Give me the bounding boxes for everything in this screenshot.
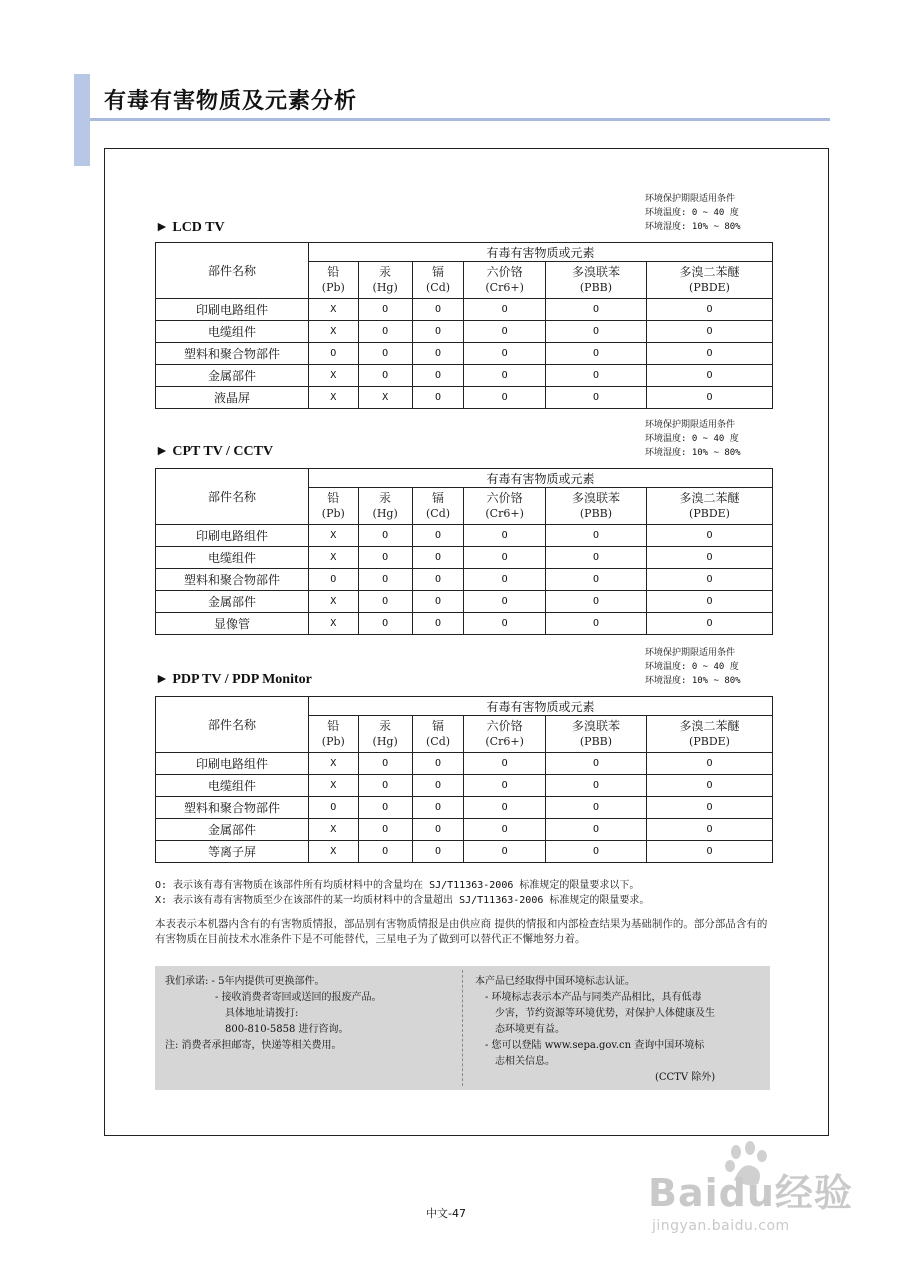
part-name-header: 部件名称 [156,697,309,753]
element-header [545,262,646,299]
value-cell: O [647,841,773,863]
element-header [412,488,464,525]
element-header [545,488,646,525]
part-name-cell: 等离子屏 [156,841,309,863]
value-cell: O [358,753,412,775]
o-note: O: 表示该有毒有害物质在该部件所有均质材料中的含量均在 SJ/T11363-2006 标准规定的限量要求以下。 [155,880,640,891]
element-symbol: (PBB) [579,507,613,520]
element-header [412,262,464,299]
value-cell: O [464,569,545,591]
notes [155,878,775,947]
table-row [156,365,773,387]
element-symbol: (Cr6+) [485,281,524,294]
element-symbol: (Cr6+) [485,735,524,748]
condition-line: 环境保护期限适用条件 [645,648,736,658]
value-cell: O [464,753,545,775]
table-row [156,613,773,635]
page-number: 中文-47 [426,1207,466,1220]
value-cell: O [412,387,464,409]
value-cell: O [412,819,464,841]
part-name-cell: 电缆组件 [156,547,309,569]
value-cell: O [464,775,545,797]
value-cell: O [647,775,773,797]
table-row [156,591,773,613]
value-cell: O [647,753,773,775]
substance-table [155,696,773,863]
value-cell: O [545,547,646,569]
element-symbol: (PBB) [579,735,613,748]
value-cell: X [309,753,359,775]
value-cell: X [309,525,359,547]
part-name-cell: 电缆组件 [156,775,309,797]
condition-line: 环境温度: 0 ~ 40 度 [645,662,739,672]
value-cell: O [309,343,359,365]
environment-conditions [645,646,741,688]
section-title: ► LCD TV [155,220,225,235]
title-underline [90,118,830,121]
value-cell: X [309,841,359,863]
value-cell: O [412,841,464,863]
value-cell: O [358,343,412,365]
element-name: 铅 [327,719,340,733]
element-symbol: (Hg) [372,735,398,748]
value-cell: O [358,797,412,819]
condition-line: 环境湿度: 10% ~ 80% [645,222,741,232]
element-header [412,716,464,753]
title-accent-bar [74,74,90,166]
value-cell: O [647,591,773,613]
table-row [156,775,773,797]
value-cell: O [358,819,412,841]
element-name: 镉 [432,491,445,505]
baidu-watermark [640,1140,860,1250]
value-cell: O [545,591,646,613]
value-cell: X [358,387,412,409]
element-symbol: (Cd) [426,735,451,748]
value-cell: O [464,299,545,321]
substance-table [155,242,773,409]
substances-header: 有毒有害物质或元素 [309,469,773,488]
value-cell: O [412,753,464,775]
value-cell: O [358,841,412,863]
element-symbol: (Pb) [321,281,345,294]
part-name-cell: 印刷电路组件 [156,299,309,321]
value-cell: O [464,819,545,841]
element-header [309,488,359,525]
element-symbol: (Pb) [321,507,345,520]
value-cell: O [647,525,773,547]
value-cell: O [412,547,464,569]
element-symbol: (Cd) [426,281,451,294]
value-cell: O [464,321,545,343]
value-cell: O [412,591,464,613]
element-header [358,262,412,299]
promise-left-line: 具体地址请拨打: [165,1008,299,1019]
value-cell: O [647,569,773,591]
value-cell: O [412,613,464,635]
value-cell: O [647,797,773,819]
value-cell: X [309,365,359,387]
value-cell: O [545,797,646,819]
promise-right-line: - 环境标志表示本产品与同类产品相比，具有低毒 [475,992,702,1003]
value-cell: O [464,365,545,387]
value-cell: O [545,819,646,841]
element-header [647,488,773,525]
table-row [156,387,773,409]
substance-table [155,468,773,635]
part-name-cell: 电缆组件 [156,321,309,343]
value-cell: O [545,841,646,863]
element-name: 六价铬 [486,265,523,279]
element-header [647,716,773,753]
value-cell: O [358,613,412,635]
condition-line: 环境保护期限适用条件 [645,194,736,204]
element-header [464,488,545,525]
element-name: 多溴联苯 [571,719,620,733]
value-cell: O [647,613,773,635]
part-name-cell: 塑料和聚合物部件 [156,569,309,591]
element-name: 铅 [327,491,340,505]
element-name: 镉 [432,265,445,279]
promise-right-line: 态环境更有益。 [475,1024,565,1035]
value-cell: O [412,525,464,547]
value-cell: O [545,753,646,775]
table-row [156,569,773,591]
part-name-cell: 塑料和聚合物部件 [156,797,309,819]
part-name-cell: 印刷电路组件 [156,525,309,547]
value-cell: O [464,591,545,613]
value-cell: O [464,343,545,365]
value-cell: X [309,819,359,841]
value-cell: O [545,387,646,409]
value-cell: O [545,321,646,343]
value-cell: O [412,321,464,343]
table-row [156,321,773,343]
value-cell: O [545,775,646,797]
value-cell: O [358,299,412,321]
part-name-cell: 金属部件 [156,365,309,387]
element-symbol: (Hg) [372,507,398,520]
promise-left-line: - 接收消费者寄回或送回的报废产品。 [165,992,382,1003]
table-row [156,525,773,547]
element-header [358,488,412,525]
promise-right [475,974,715,1086]
element-name: 汞 [379,265,392,279]
value-cell: O [647,321,773,343]
part-name-cell: 显像管 [156,613,309,635]
table-row [156,819,773,841]
value-cell: O [545,569,646,591]
promise-divider [462,970,463,1086]
section-title: ► CPT TV / CCTV [155,444,274,459]
element-name: 镉 [432,719,445,733]
value-cell: O [545,343,646,365]
value-cell: X [309,387,359,409]
value-cell: O [545,525,646,547]
element-header [309,716,359,753]
part-name-cell: 金属部件 [156,591,309,613]
table-row [156,797,773,819]
element-symbol: (Cd) [426,507,451,520]
value-cell: O [464,547,545,569]
value-cell: O [647,387,773,409]
value-cell: O [358,525,412,547]
part-name-header: 部件名称 [156,469,309,525]
element-header [545,716,646,753]
element-name: 汞 [379,719,392,733]
substances-header: 有毒有害物质或元素 [309,243,773,262]
element-header [647,262,773,299]
value-cell: X [309,299,359,321]
value-cell: X [309,775,359,797]
explanation-paragraph: 本表表示本机器内含有的有害物质情报，部品别有害物质情报是由供应商 提供的情报和内部检查结果为基础制作的。部分部品含有的有害物质在目前技术水准条件下是不可能替代，三星电子为了做到可以替代正不懈地努力着。 [155,918,768,945]
value-cell: O [464,841,545,863]
value-cell: O [412,775,464,797]
part-name-header: 部件名称 [156,243,309,299]
x-note: X: 表示该有毒有害物质至少在该部件的某一均质材料中的含量超出 SJ/T11363-2006 标准规定的限量要求。 [155,895,650,906]
value-cell: O [358,365,412,387]
value-cell: O [464,525,545,547]
table-row [156,753,773,775]
value-cell: X [309,613,359,635]
value-cell: O [358,321,412,343]
condition-line: 环境湿度: 10% ~ 80% [645,448,741,458]
part-name-cell: 金属部件 [156,819,309,841]
value-cell: O [358,569,412,591]
condition-line: 环境湿度: 10% ~ 80% [645,676,741,686]
element-symbol: (PBDE) [689,507,730,520]
element-symbol: (Cr6+) [485,507,524,520]
element-name: 汞 [379,491,392,505]
watermark-logo: Baidu经验 [648,1171,853,1215]
value-cell: O [545,365,646,387]
promise-left-line: 注: 消费者承担邮寄，快递等相关费用。 [165,1040,342,1051]
element-name: 铅 [327,265,340,279]
element-name: 六价铬 [486,491,523,505]
element-name: 多溴二苯醚 [679,265,740,279]
value-cell: O [464,613,545,635]
value-cell: O [412,365,464,387]
page-title: 有毒有害物质及元素分析 [104,89,358,114]
promise-right-line: 少害，节约资源等环境优势，对保护人体健康及生 [475,1008,715,1019]
element-symbol: (Pb) [321,735,345,748]
value-cell: O [464,387,545,409]
value-cell: O [412,343,464,365]
value-cell: O [358,591,412,613]
table-row [156,841,773,863]
table-row [156,343,773,365]
element-header [464,262,545,299]
promise-right-line: (CCTV 除外) [475,1072,716,1083]
part-name-cell: 印刷电路组件 [156,753,309,775]
promise-right-line: - 您可以登陆 www.sepa.gov.cn 查询中国环境标 [475,1040,705,1051]
element-header [358,716,412,753]
value-cell: O [358,775,412,797]
table-row [156,299,773,321]
value-cell: X [309,547,359,569]
value-cell: O [464,797,545,819]
part-name-cell: 液晶屏 [156,387,309,409]
element-symbol: (PBDE) [689,281,730,294]
condition-line: 环境保护期限适用条件 [645,420,736,430]
value-cell: O [647,365,773,387]
value-cell: O [412,299,464,321]
promise-left-line: 我们承诺: - 5年内提供可更换部件。 [165,976,325,987]
promise-left [165,974,382,1054]
value-cell: O [545,613,646,635]
environment-conditions [645,418,741,460]
promise-box [155,966,770,1090]
table-row [156,547,773,569]
value-cell: O [309,797,359,819]
element-symbol: (Hg) [372,281,398,294]
promise-left-line: 800-810-5858 进行咨询。 [165,1024,349,1035]
value-cell: O [358,547,412,569]
value-cell: O [309,569,359,591]
element-header [464,716,545,753]
element-name: 六价铬 [486,719,523,733]
element-name: 多溴二苯醚 [679,719,740,733]
element-name: 多溴二苯醚 [679,491,740,505]
element-symbol: (PBB) [579,281,613,294]
part-name-cell: 塑料和聚合物部件 [156,343,309,365]
value-cell: X [309,321,359,343]
promise-right-line: 本产品已经取得中国环境标志认证。 [475,976,635,987]
value-cell: X [309,591,359,613]
environment-conditions [645,192,741,234]
value-cell: O [647,819,773,841]
value-cell: O [412,797,464,819]
section-title: ► PDP TV / PDP Monitor [155,672,312,687]
watermark-url: jingyan.baidu.com [652,1218,790,1234]
element-header [309,262,359,299]
value-cell: O [412,569,464,591]
element-symbol: (PBDE) [689,735,730,748]
value-cell: O [545,299,646,321]
condition-line: 环境温度: 0 ~ 40 度 [645,208,739,218]
substances-header: 有毒有害物质或元素 [309,697,773,716]
promise-right-line: 志相关信息。 [475,1056,555,1067]
value-cell: O [647,299,773,321]
element-name: 多溴联苯 [571,491,620,505]
value-cell: O [647,547,773,569]
condition-line: 环境温度: 0 ~ 40 度 [645,434,739,444]
value-cell: O [647,343,773,365]
element-name: 多溴联苯 [571,265,620,279]
